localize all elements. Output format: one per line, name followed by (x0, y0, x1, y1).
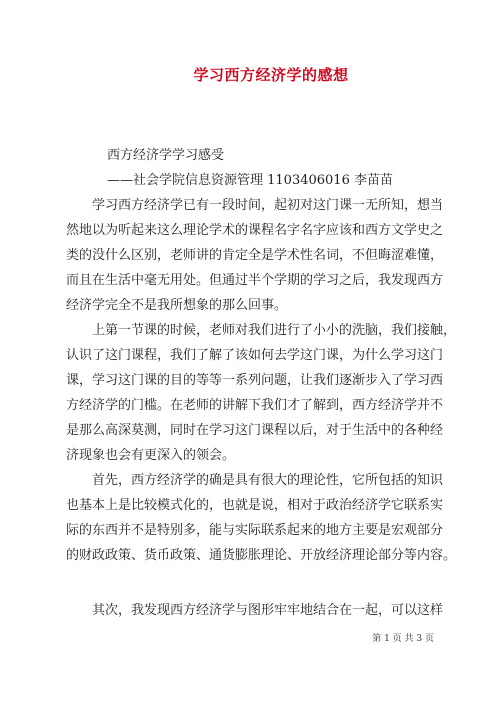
body-line: 的财政政策、货币政策、通货膨胀理论、开放经济理论部分等内容。 (66, 548, 457, 563)
body-line: 济现象也会有更深入的领会。 (66, 448, 236, 463)
author-line: ——社会学院信息资源管理 1103406016 李苗苗 (107, 173, 393, 188)
body-line: 而且在生活中毫无用处。但通过半个学期的学习之后，我发现西方 (66, 273, 444, 288)
document-title: 学习西方经济学的感想 (193, 66, 349, 84)
page-footer: 第 1 页 共 3 页 (372, 634, 434, 644)
body-line: 经济学完全不是我所想象的那么回事。 (66, 298, 288, 313)
body-line: 学习西方经济学已有一段时间，起初对这门课一无所知，想当 (92, 198, 444, 213)
body-line: 也基本上是比较模式化的，也就是说，相对于政治经济学它联系实 (66, 498, 444, 513)
body-line: 课，学习这门课的目的等等一系列问题，让我们逐渐步入了学习西 (66, 373, 444, 388)
body-line: 首先，西方经济学的确是具有很大的理论性，它所包括的知识 (92, 473, 444, 488)
body-line: 方经济学的门槛。在老师的讲解下我们才了解到，西方经济学并不 (66, 398, 444, 413)
body-line: 际的东西并不是特别多，能与实际联系起来的地方主要是宏观部分 (66, 523, 444, 538)
body-line: 认识了这门课程，我们了解了该如何去学这门课，为什么学习这门 (66, 348, 444, 363)
body-line: 上第一节课的时候，老师对我们进行了小小的洗脑，我们接触， (92, 323, 457, 338)
body-line: 类的没什么区别，老师讲的肯定全是学术性名词，不但晦涩难懂， (66, 248, 444, 263)
body-line: 然地以为听起来这么理论学术的课程名字名字应该和西方文学史之 (66, 223, 444, 238)
document-subtitle: 西方经济学学习感受 (107, 148, 225, 163)
body-line: 其次，我发现西方经济学与图形牢牢地结合在一起，可以这样 (92, 603, 444, 618)
body-line: 是那么高深莫测，同时在学习这门课程以后，对于生活中的各种经 (66, 423, 444, 438)
